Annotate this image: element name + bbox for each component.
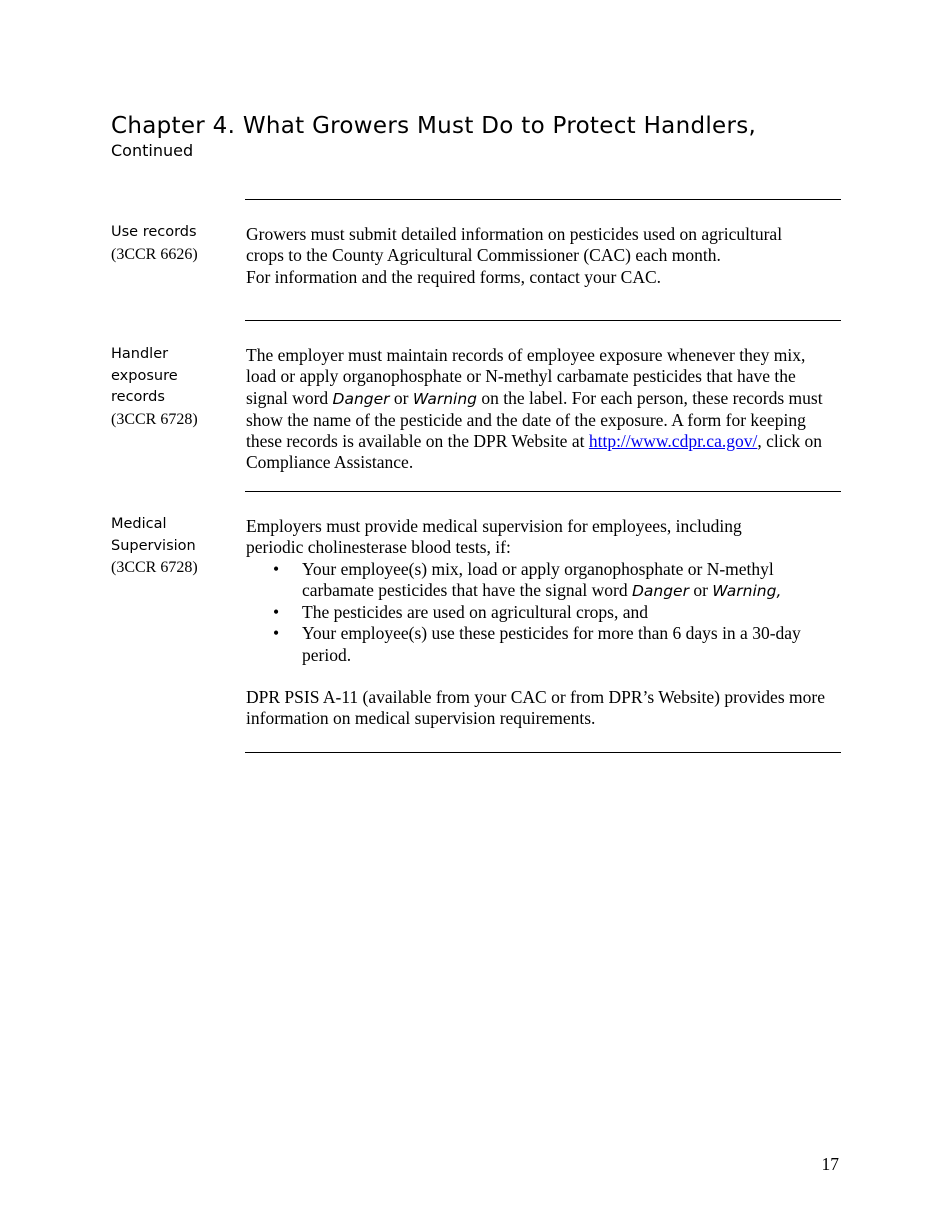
medical-supervision-text [246,516,836,730]
signal-word-danger: Danger [631,581,689,600]
section-divider [245,491,841,492]
use-records-line: crops to the County Agricultural Commissioner (CAC) each month. [246,245,721,266]
use-records-ref: (3CCR 6626) [111,245,198,263]
signal-word-danger: Danger [332,389,390,408]
list-item: • Your employee(s) mix, load or apply organophosphate or N-methyl carbamate pesticides that have the signal word Danger or Warning, [273,558,782,600]
section-divider [245,752,841,753]
chapter-subtitle: Continued [111,141,194,160]
page-number: 17 [821,1154,839,1174]
use-records-line: For information and the required forms, contact your CAC. [246,266,662,287]
use-records-line: Growers must submit detailed information on pesticides used on agricultural [246,224,783,244]
handler-exposure-ref: (3CCR 6728) [111,410,198,428]
handler-exposure-text [246,345,836,474]
medical-supervision-label: Medical [111,516,167,532]
section-divider [245,199,841,200]
signal-word-warning: Warning [412,389,478,408]
use-records-label-block [111,222,236,265]
handler-exposure-label: Handler [111,346,169,362]
chapter-title: Chapter 4. What Growers Must Do to Protect Handlers, [111,113,757,139]
medical-intro-line: Employers must provide medical supervision for employees, including [246,516,742,536]
use-records-text [246,224,836,288]
list-item: • Your employee(s) use these pesticides for more than 6 days in a 30-day period. [273,623,801,665]
bullet-icon: • [273,602,280,623]
medical-intro-line: periodic cholinesterase blood tests, if: [246,537,511,558]
section-divider [245,320,841,321]
medical-closing-paragraph: DPR PSIS A-11 (available from your CAC or from DPR’s Website) provides more information on medical supervision requirements. [246,687,825,729]
bullet-icon: • [273,558,280,579]
handler-exposure-label-block [111,344,236,430]
handler-exposure-label: records [111,389,165,405]
medical-supervision-label: Supervision [111,537,196,554]
bullet-icon: • [273,623,280,644]
handler-exposure-label: exposure [111,367,178,384]
medical-supervision-label-block [111,514,236,578]
signal-word-warning: Warning, [712,581,782,600]
use-records-label: Use records [111,224,197,240]
list-item: • The pesticides are used on agricultural crops, and [273,602,648,623]
medical-conditions-list [246,559,836,666]
medical-supervision-ref: (3CCR 6728) [111,559,198,576]
dpr-website-link[interactable]: http://www.cdpr.ca.gov/ [588,431,758,452]
handler-exposure-paragraph: The employer must maintain records of employee exposure whenever they mix, load or apply organophosphate or N-methyl carbamate pesticides that have the signal word Danger or Warning on the label. For each person, these records must show the name of the pesticide and the date of the exposure. A form for keeping these records is available on the DPR Website at http://www.cdpr.ca.gov/, click on Compliance Assistance. [246,345,823,473]
